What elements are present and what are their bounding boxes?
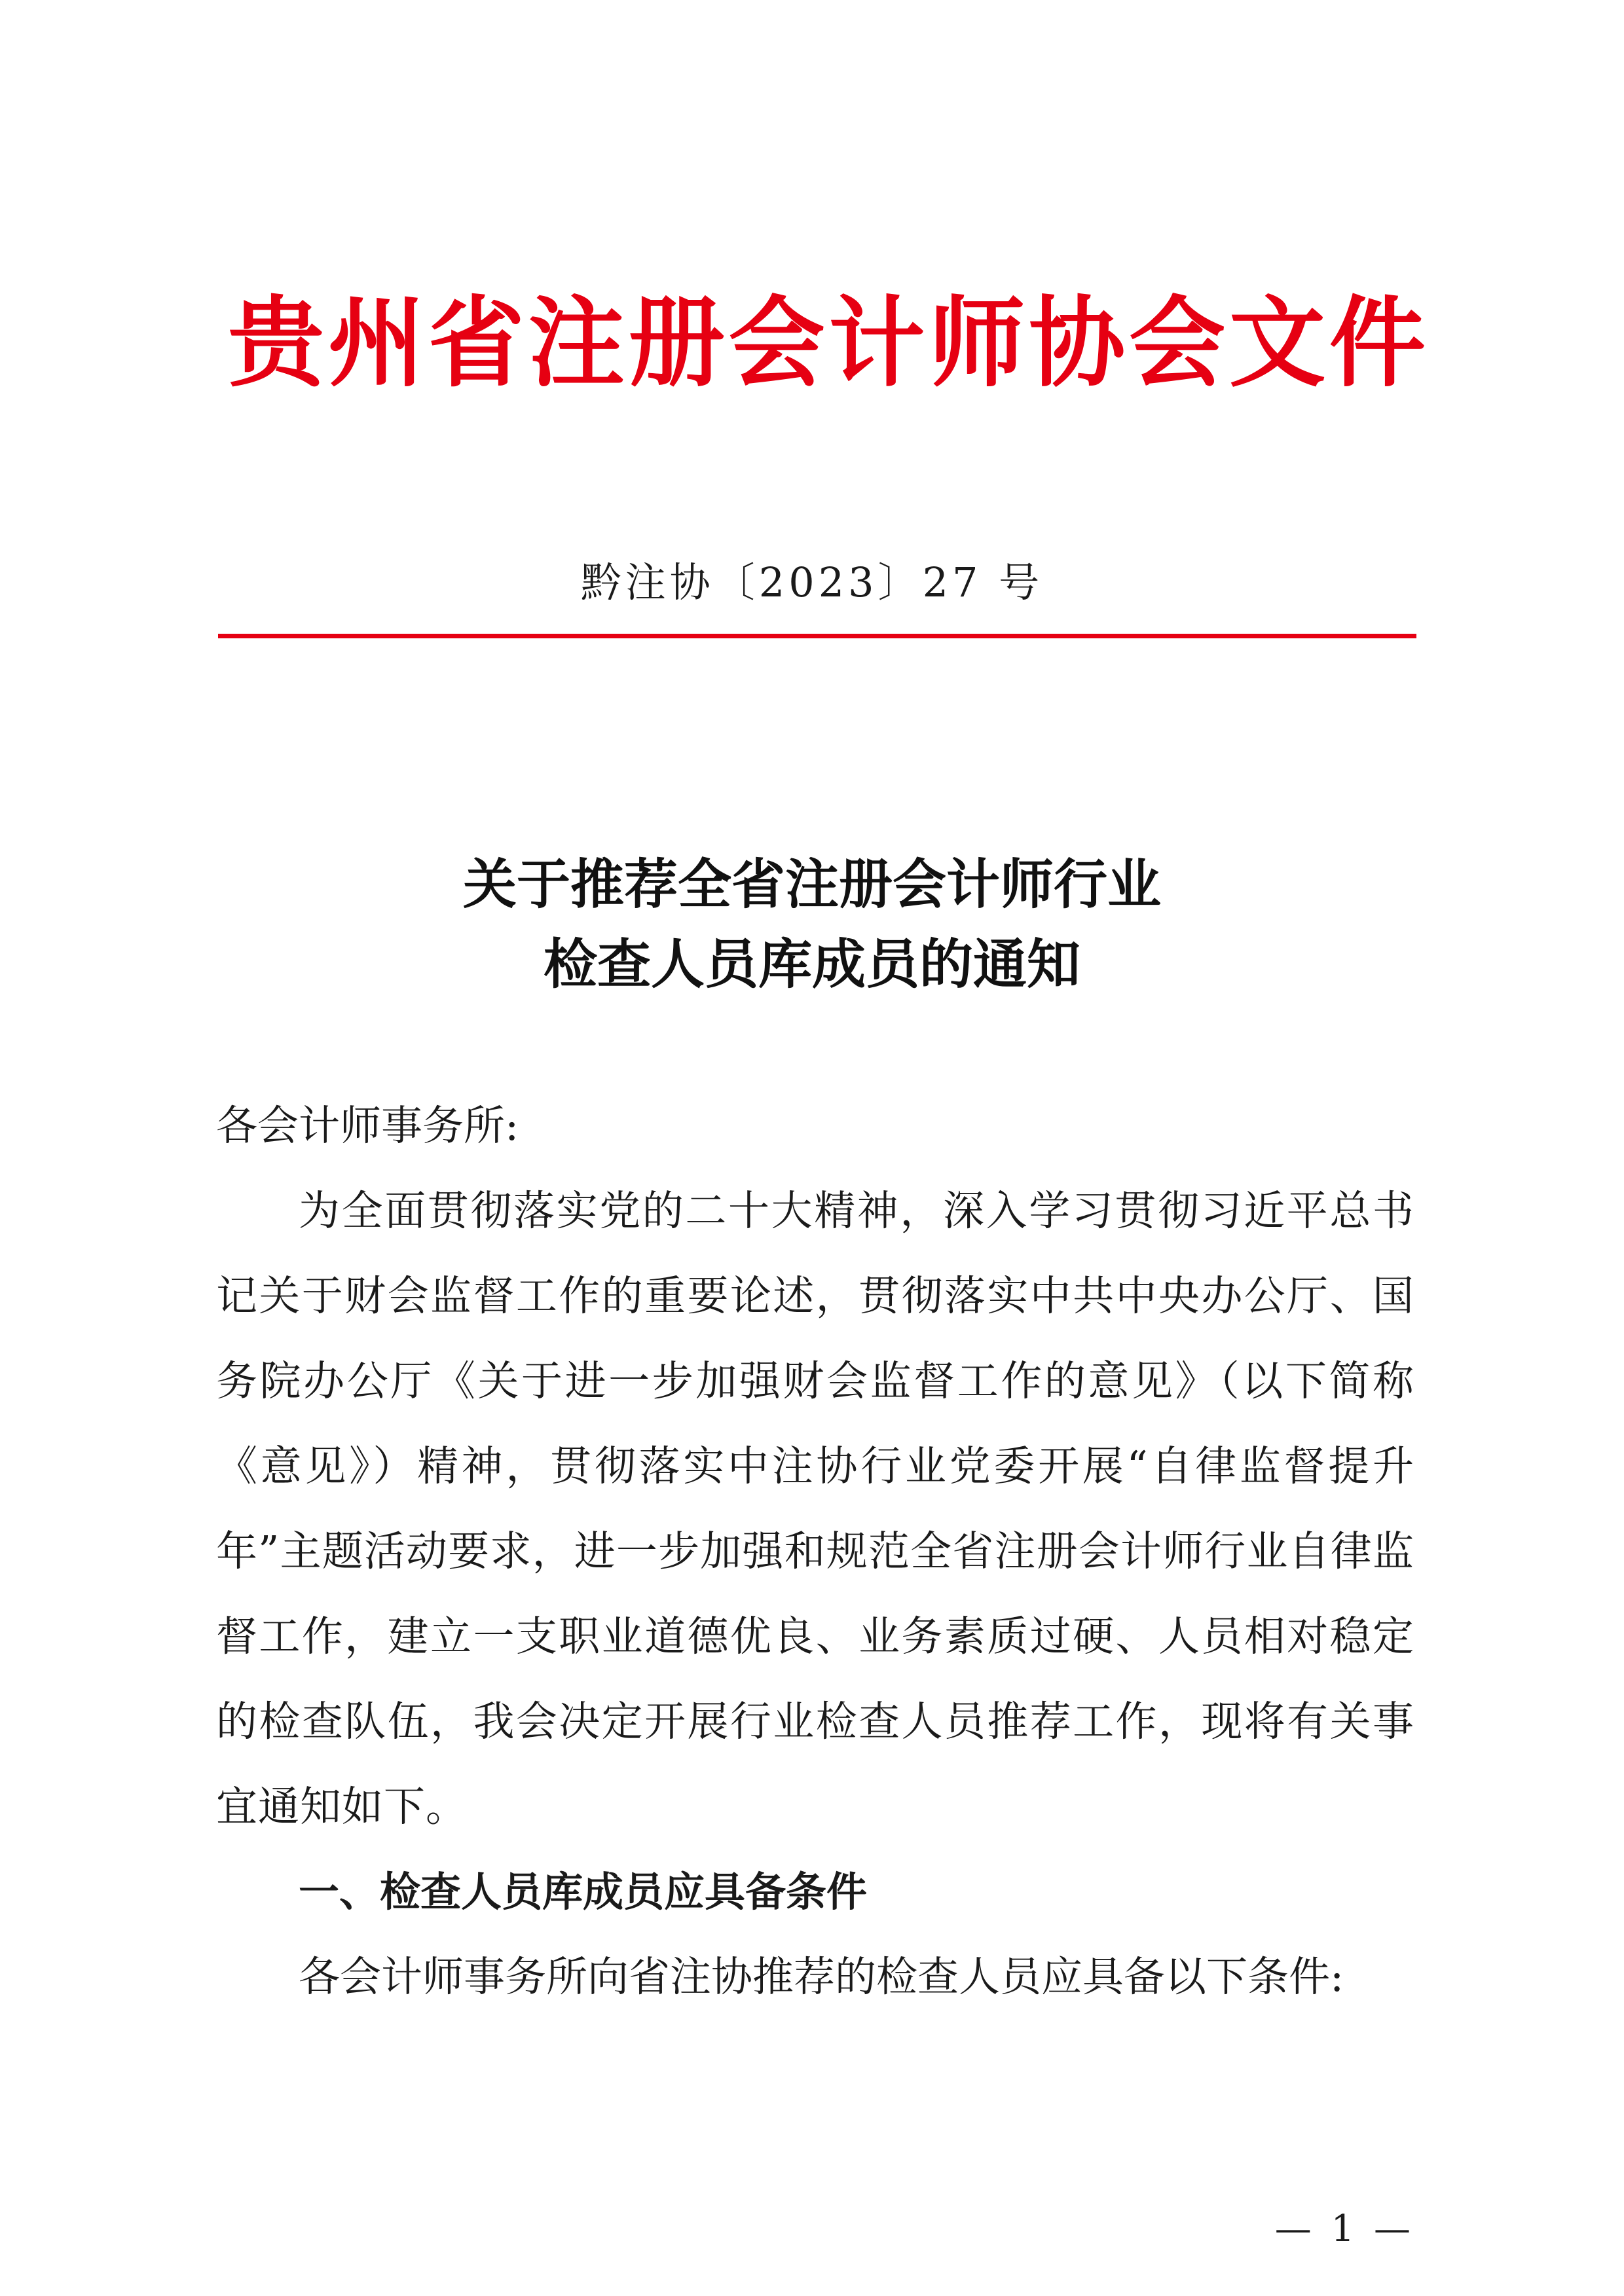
title-line-2: 检查人员库成员的通知 <box>543 933 1080 996</box>
salutation: 各会计师事务所: <box>216 1102 519 1150</box>
paragraph-conditions: 各会计师事务所向省注协推荐的检查人员应具备以下条件: <box>299 1953 1344 2001</box>
document-body <box>216 1084 1414 2020</box>
red-divider <box>218 634 1416 638</box>
section-heading-1: 一、检查人员库成员应具备条件 <box>299 1868 868 1916</box>
document-title <box>216 845 1408 1004</box>
page-number: — 1 — <box>1274 2208 1414 2250</box>
title-line-1: 关于推荐全省注册会计师行业 <box>462 853 1161 916</box>
paragraph-intro: 为全面贯彻落实党的二十大精神，深入学习贯彻习近平总书记关于财会监督工作的重要论述，贯彻落实中共中央办公厅、国务院办公厅《关于进一步加强财会监督工作的意见》（以下简称《意见》）精神，贯彻落实中注协行业党委开展“自律监督提升年”主题活动要求，进一步加强和规范全省注册会计师行业自律监督工作，建立一支职业道德优良、业务素质过硬、人员相对稳定的检查队伍，我会决定开展行业检查人员推荐工作，现将有关事宜通知如下。 <box>216 1187 1414 1831</box>
document-number: 黔注协〔2023〕27 号 <box>580 558 1044 606</box>
masthead-title: 贵州省注册会计师协会文件 <box>228 287 1430 401</box>
